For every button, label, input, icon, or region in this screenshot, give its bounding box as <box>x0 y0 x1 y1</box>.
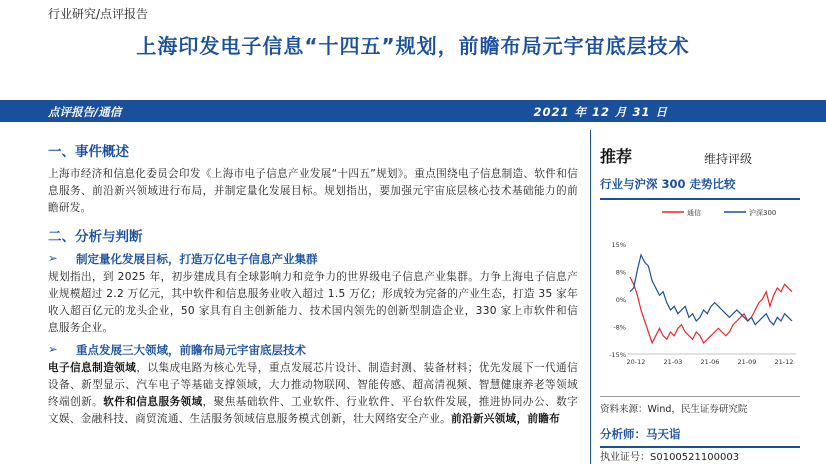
series-line <box>630 255 792 325</box>
y-tick-label: 15% <box>611 241 626 249</box>
rating-label: 维持评级 <box>704 152 753 166</box>
x-tick-label: 21-09 <box>737 358 757 366</box>
column-divider <box>590 130 591 464</box>
legend-label: 通信 <box>687 209 701 217</box>
software-text: ，聚焦基础软件、工业软件、行业软件、平台软件发展，推进协同办公、数字文娱、金融科技、商贸流通、生活服务领域信息服务模式创新，壮大网络安全产业。 <box>48 396 579 425</box>
arrow-icon: ➢ <box>48 251 58 265</box>
subsection-1-title-text: 制定量化发展目标，打造万亿电子信息产业集群 <box>76 252 318 266</box>
x-tick-label: 20-12 <box>626 358 646 366</box>
sidebar <box>600 140 800 372</box>
manufacturing-text: ，以集成电路为核心先导，重点发展芯片设计、制造封测、装备材料；优先发展下一代通信设备、新型显示、汽车电子等基础支撑领域，大力推动物联网、智能传感、超高清视频、智慧健康养老等领域终端创新。 <box>48 362 578 408</box>
frontier-text: ，前瞻布 <box>516 413 561 425</box>
y-tick-label: 0% <box>615 296 626 304</box>
chart-source: 资料来源：Wind，民生证券研究院 <box>600 396 800 415</box>
report-date: 2021 年 12 月 31 日 <box>533 105 668 119</box>
trend-chart-svg <box>600 204 800 372</box>
subsection-2-text <box>48 360 578 428</box>
subsection-2-title-text: 重点发展三大领域，前瞻布局元宇宙底层技术 <box>76 343 306 357</box>
analyst-name: 分析师：马天诣 <box>600 426 800 448</box>
main-content <box>48 140 578 428</box>
chart-heading: 行业与沪深 300 走势比较 <box>600 176 800 200</box>
lead-frontier: 前沿新兴领域 <box>451 413 517 425</box>
y-tick-label: 8% <box>615 268 626 277</box>
x-tick-label: 21-06 <box>700 358 720 366</box>
cert-label: 执业证号： <box>600 452 650 463</box>
header-band <box>0 100 826 122</box>
cert-number: S0100521100003 <box>650 452 740 463</box>
rating-row <box>600 140 800 166</box>
y-tick-label: -15% <box>609 351 626 359</box>
y-tick-label: -8% <box>613 323 626 332</box>
trend-chart <box>600 204 800 372</box>
lead-manufacturing: 电子信息制造领域 <box>48 362 137 374</box>
subsection-1-title <box>48 251 578 267</box>
x-tick-label: 21-03 <box>663 358 683 366</box>
section-1-text: 上海市经济和信息化委员会印发《上海市电子信息产业发展“十四五”规划》。重点围绕电子信息制造、软件和信息服务、前沿新兴领域进行布局，并制定量化发展目标。规划指出，要加强元宇宙底层核心技术基础能力的前瞻研发。 <box>48 168 578 214</box>
certificate <box>600 448 739 463</box>
report-type: 点评报告/通信 <box>48 105 122 119</box>
x-tick-label: 21-12 <box>774 358 794 366</box>
subsection-2-title <box>48 342 578 358</box>
report-title: 上海印发电子信息“十四五”规划，前瞻布局元宇宙底层技术 <box>136 34 690 58</box>
arrow-icon: ➢ <box>48 342 58 356</box>
section-2-heading: 二、分析与判断 <box>48 229 143 245</box>
legend-label: 沪深300 <box>749 209 777 217</box>
series-line <box>630 277 792 343</box>
report-category: 行业研究/点评报告 <box>48 7 149 21</box>
lead-software: 软件和信息服务领域 <box>103 396 203 408</box>
subsection-1-text: 规划指出，到 2025 年，初步建成具有全球影响力和竞争力的世界级电子信息产业集群。力争上海电子信息产业规模超过 2.2 万亿元，其中软件和信息服务业收入超过 1.5 万亿；形成较为完备的产业生态，打造 35 家年收入超百亿元的龙头企业，50 家具有自主创新能力、技术国内领先的创新型制造企业，330 家上市软件和信息服务企业。 <box>48 271 578 334</box>
section-1-heading: 一、事件概述 <box>48 144 129 160</box>
recommend-label: 推荐 <box>600 147 633 166</box>
